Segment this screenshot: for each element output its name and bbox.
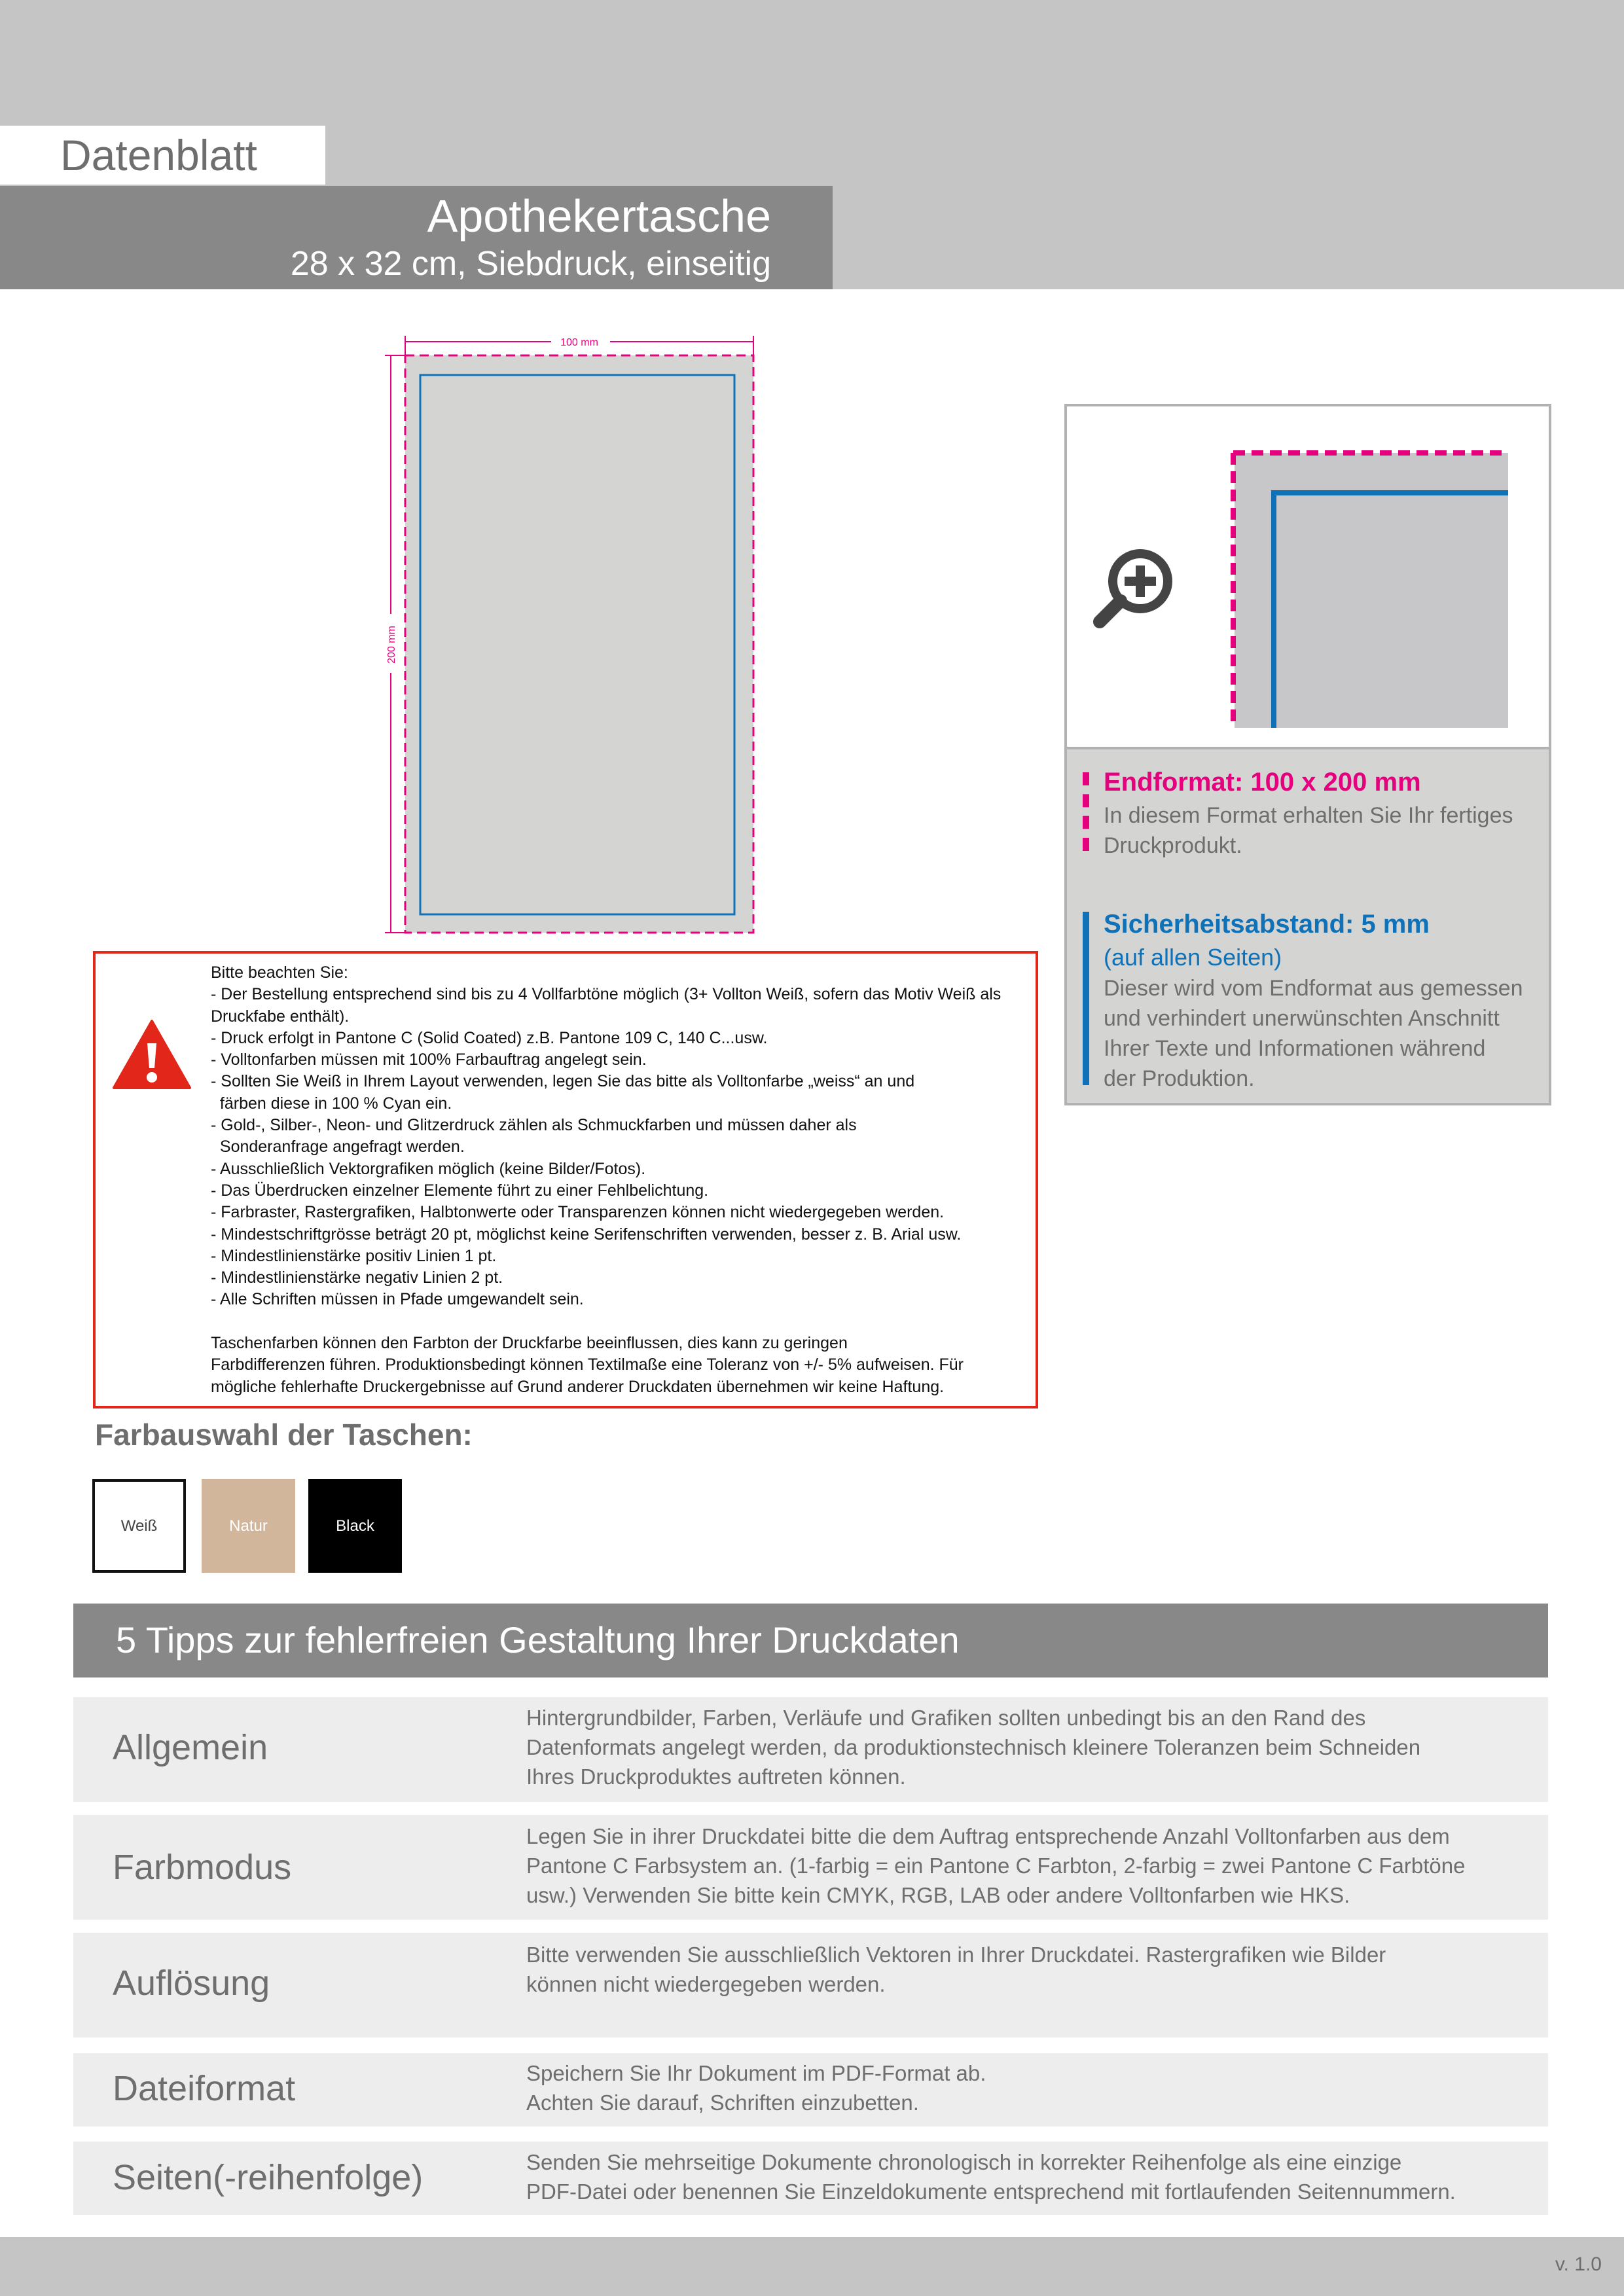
tip-text: Bitte verwenden Sie ausschließlich Vektoren in Ihrer Druckdatei. Rastergrafiken wie Bilder können nicht wiedergegeben werden.: [526, 1943, 1386, 1996]
page-subtitle: 28 x 32 cm, Siebdruck, einseitig: [290, 245, 771, 283]
color-swatch-black[interactable]: [308, 1479, 402, 1573]
tip-label: Farbmodus: [113, 1848, 292, 1887]
footer-bar: [0, 2237, 1624, 2296]
tip-label: Seiten(-reihenfolge): [113, 2158, 424, 2197]
notes-text: Bitte beachten Sie: - Der Bestellung entsprechend sind bis zu 4 Vollfarbtöne möglich (3+ Vollton Weiß, sofern das Motiv Weiß als Druckfabe enthält). - Druck erfolgt in Pantone C (Solid Coated) z.B. Pantone 109 C, 140 C...usw. - Volltonfarben müssen mit 100% Farbauftrag angelegt sein. - Sollten Sie Weiß in Ihrem Layout verwenden, legen Sie das bitte als Volltonfarbe „weiss“ an und färben diese in 100 % Cyan ein. - Gold-, Silber-, Neon- und Glitzerdruck zählen als Schmuckfarben und müssen daher als Sonderanfrage angefragt werden. - Ausschließlich Vektorgrafiken möglich (keine Bilder/Fotos). - Das Überdrucken einzelner Elemente führt zu einer Fehlbelichtung. - Farbraster, Rastergrafiken, Halbtonwerte oder Transparenzen können nicht wiedergegeben werden. - Mindestschriftgrösse beträgt 20 pt, möglichst keine Serifenschriften verwenden, besser z. B. Arial usw. - Mindestlinienstärke positiv Linien 1 pt. - Mindestlinienstärke negativ Linien 2 pt. - Alle Schriften müssen in Pfade umgewandelt sein. Taschenfarben können den Farbton der Druckfarbe beeinflussen, dies kann zu geringen Farbdifferenzen führen. Produktionsbedingt können Textilmaße eine Toleranz von +/- 5% aufweisen. Für mögliche fehlerhafte Druckergebnisse auf Grund anderer Druckdaten übernehmen wir keine Haftung.: [211, 963, 1001, 1396]
endformat-title: Endformat: 100 x 200 mm: [1104, 768, 1421, 797]
safety-text: Dieser wird vom Endformat aus gemessen und verhindert unerwünschten Anschnitt Ihrer Texte und Informationen während der Produktion.: [1104, 976, 1523, 1091]
tip-label: Auflösung: [113, 1964, 270, 2003]
format-drawing: [367, 331, 772, 946]
tip-label: Dateiformat: [113, 2069, 296, 2108]
swatch-label: Black: [336, 1516, 374, 1535]
swatch-label: Weiß: [120, 1516, 158, 1535]
tip-text: Speichern Sie Ihr Dokument im PDF-Format ab. Achten Sie darauf, Schriften einzubetten.: [526, 2061, 986, 2115]
swatch-label: Natur: [229, 1516, 268, 1535]
color-swatch-natur[interactable]: [202, 1479, 295, 1573]
zoom-in-icon: [1100, 554, 1168, 622]
safety-title: Sicherheitsabstand: 5 mm: [1104, 910, 1430, 939]
endformat-text: In diesem Format erhalten Sie Ihr fertiges Druckprodukt.: [1104, 803, 1513, 858]
safety-legend-mark: [1083, 912, 1089, 1085]
tips-heading: 5 Tipps zur fehlerfreien Gestaltung Ihrer Druckdaten: [116, 1619, 960, 1660]
safety-subtitle: (auf allen Seiten): [1104, 944, 1282, 971]
doc-label: Datenblatt: [60, 131, 257, 179]
version-label: v. 1.0: [1555, 2253, 1602, 2275]
height-label: 200 mm: [386, 626, 397, 664]
bag-colors-heading: Farbauswahl der Taschen:: [95, 1418, 473, 1452]
tip-text: Legen Sie in ihrer Druckdatei bitte die dem Auftrag entsprechende Anzahl Volltonfarben aus dem Pantone C Farbsystem an. (1-farbig = ein Pantone C Farbton, 2-farbig = zwei Pantone C Farbtöne usw.) Verwenden Sie bitte kein CMYK, RGB, LAB oder andere Volltonfarben wie HKS.: [526, 1824, 1466, 1907]
endformat-area: [405, 355, 753, 933]
tip-text: Hintergrundbilder, Farben, Verläufe und Grafiken sollten unbedingt bis an den Rand des Datenformats angelegt werden, da produktionstechnisch kleinere Toleranzen beim Schneiden Ihres Druckproduktes auftreten können.: [526, 1706, 1421, 1789]
zoom-illustration: [1087, 445, 1519, 733]
color-swatch-weiss[interactable]: [92, 1479, 186, 1573]
endformat-legend-mark: [1083, 772, 1089, 851]
page-title: Apothekertasche: [427, 190, 771, 242]
width-label: 100 mm: [560, 337, 598, 348]
tip-text: Senden Sie mehrseitige Dokumente chronologisch in korrekter Reihenfolge als eine einzige PDF-Datei oder benennen Sie Einzeldokumente entsprechend mit fortlaufenden Seitennummern.: [526, 2150, 1456, 2204]
tip-label: Allgemein: [113, 1728, 268, 1767]
warning-icon: [111, 1018, 192, 1090]
